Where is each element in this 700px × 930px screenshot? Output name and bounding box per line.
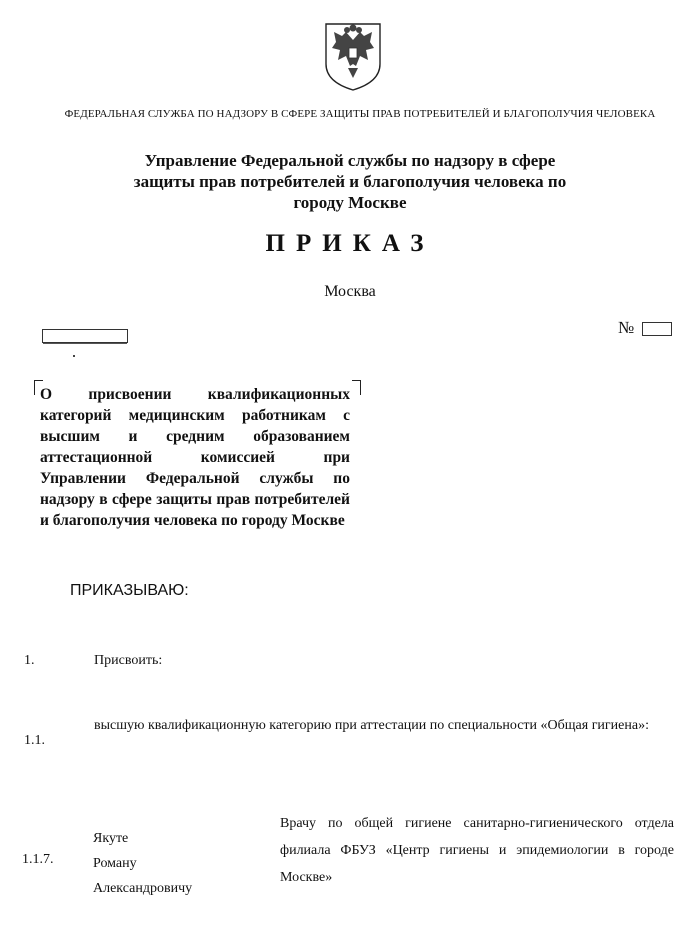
stray-mark bbox=[73, 355, 75, 357]
item-text: высшую квалификационную категорию при аттестации по специальности «Общая гигиена»: bbox=[94, 718, 649, 733]
number-label: № bbox=[618, 318, 635, 337]
item-number: 1.1.7. bbox=[22, 852, 54, 867]
city: Москва bbox=[324, 283, 376, 300]
item-number: 1. bbox=[24, 653, 35, 668]
item-text: Присвоить: bbox=[94, 653, 163, 668]
employee-name bbox=[93, 826, 192, 901]
number-field bbox=[642, 322, 672, 336]
department-title: Управление Федеральной службы по надзору в сфере защиты прав потребителей и благополучия человека по городу Москве bbox=[133, 151, 567, 212]
employee-patronymic: Александровичу bbox=[93, 881, 193, 896]
subject-bracket-right bbox=[352, 380, 361, 395]
document-type: ПРИКАЗ bbox=[265, 230, 435, 257]
agency-name: ФЕДЕРАЛЬНАЯ СЛУЖБА ПО НАДЗОРУ В СФЕРЕ ЗАЩИТЫ ПРАВ ПОТРЕБИТЕЛЕЙ И БЛАГОПОЛУЧИЯ ЧЕЛОВЕКА bbox=[64, 108, 656, 120]
order-verb: ПРИКАЗЫВАЮ: bbox=[70, 582, 189, 599]
employee-first-name: Роману bbox=[93, 856, 137, 871]
order-subject: О присвоении квалификационных категорий медицинским работникам с высшим и средним образованием аттестационной комиссией при Управлении Федеральной службы по надзору в сфере защиты прав потребителей и благополучия человека по городу Москве bbox=[40, 386, 350, 529]
employee-position: Врачу по общей гигиене санитарно-гигиенического отдела филиала ФБУЗ «Центр гигиены и эпидемиологии в городе Москве» bbox=[280, 816, 674, 885]
item-number: 1.1. bbox=[24, 733, 45, 748]
date-field bbox=[42, 329, 128, 343]
coat-of-arms-icon bbox=[320, 20, 386, 92]
employee-surname: Якуте bbox=[93, 831, 129, 846]
